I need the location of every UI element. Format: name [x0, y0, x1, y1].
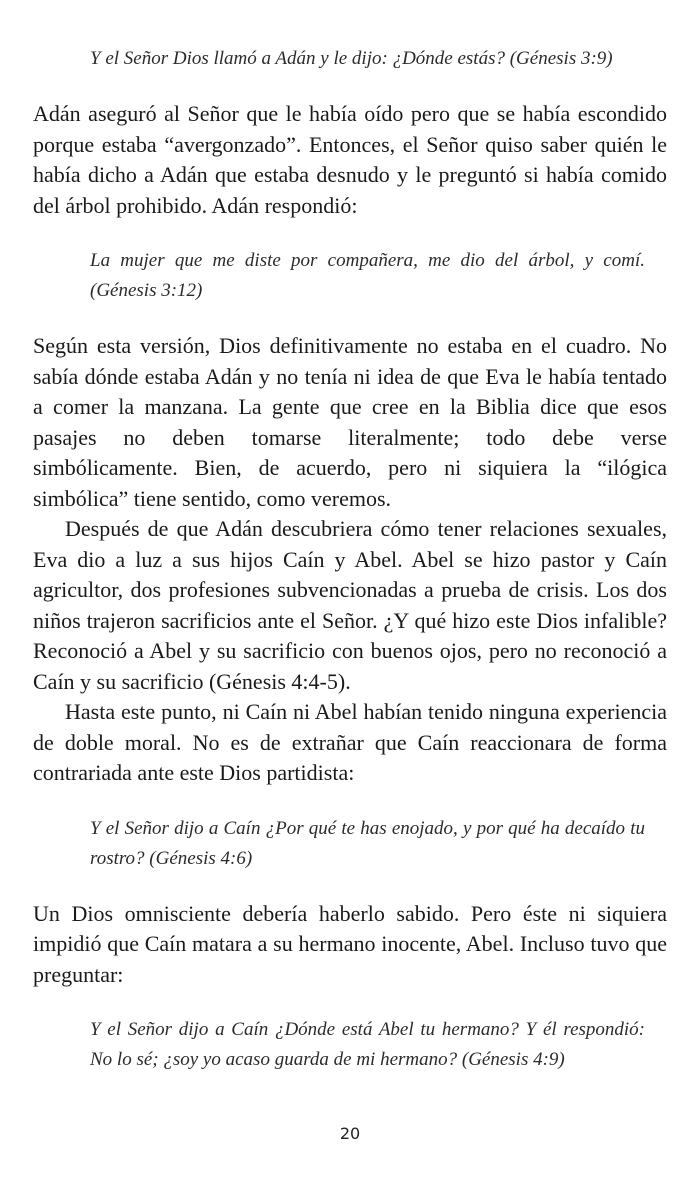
page-body: [33, 44, 667, 1075]
page-number: 20: [339, 1124, 361, 1143]
quote-genesis-4-6: Y el Señor dijo a Caín ¿Por qué te has enojado, y por qué ha decaído tu rostro? (Génesis 4:6): [90, 817, 645, 869]
paragraph-segun-esta-version: Según esta versión, Dios definitivamente no estaba en el cuadro. No sabía dónde estaba Adán y no tenía ni idea de que Eva le había tentado a comer la manzana. La gente que cree en la Biblia dice que esos pasajes no deben tomarse literalmente; todo debe verse simbólicamente. Bien, de acuerdo, pero ni siquiera la “ilógica simbólica” tiene sentido, como veremos.: [33, 333, 667, 511]
quote-genesis-3-9: Y el Señor Dios llamó a Adán y le dijo: ¿Dónde estás? (Génesis 3:9): [90, 48, 613, 69]
paragraph-hasta-este-punto: Hasta este punto, ni Caín ni Abel habían tenido ninguna experiencia de doble moral. No es de extrañar que Caín reaccionara de forma contrariada ante este Dios partidista:: [33, 699, 667, 785]
quote-genesis-4-9: Y el Señor dijo a Caín ¿Dónde está Abel tu hermano? Y él respondió: No lo sé; ¿soy yo acaso guarda de mi hermano? (Génesis 4:9): [90, 1019, 645, 1070]
quote-genesis-3-12: La mujer que me diste por compañera, me dio del árbol, y comí. (Génesis 3:12): [90, 250, 645, 301]
paragraph-adan-aseguro: Adán aseguró al Señor que le había oído pero que se había escondido porque estaba “avergonzado”. Entonces, el Señor quiso saber quién le había dicho a Adán que estaba desnudo y le preguntó si había comido del árbol prohibido. Adán respondió:: [33, 101, 667, 218]
paragraph-despues-de-que: Después de que Adán descubriera cómo tener relaciones sexuales, Eva dio a luz a sus hijos Caín y Abel. Abel se hizo pastor y Caín agricultor, dos profesiones subvencionadas a prueba de crisis. Los dos niños trajeron sacrificios ante el Señor. ¿Y qué hizo este Dios infalible? Reconoció a Abel y su sacrificio con buenos ojos, pero no reconoció a Caín y su sacrificio (Génesis 4:4-5).: [33, 516, 667, 694]
paragraph-un-dios-omnisciente: Un Dios omnisciente debería haberlo sabido. Pero éste ni siquiera impidió que Caín matara a su hermano inocente, Abel. Incluso tuvo que preguntar:: [33, 900, 667, 987]
